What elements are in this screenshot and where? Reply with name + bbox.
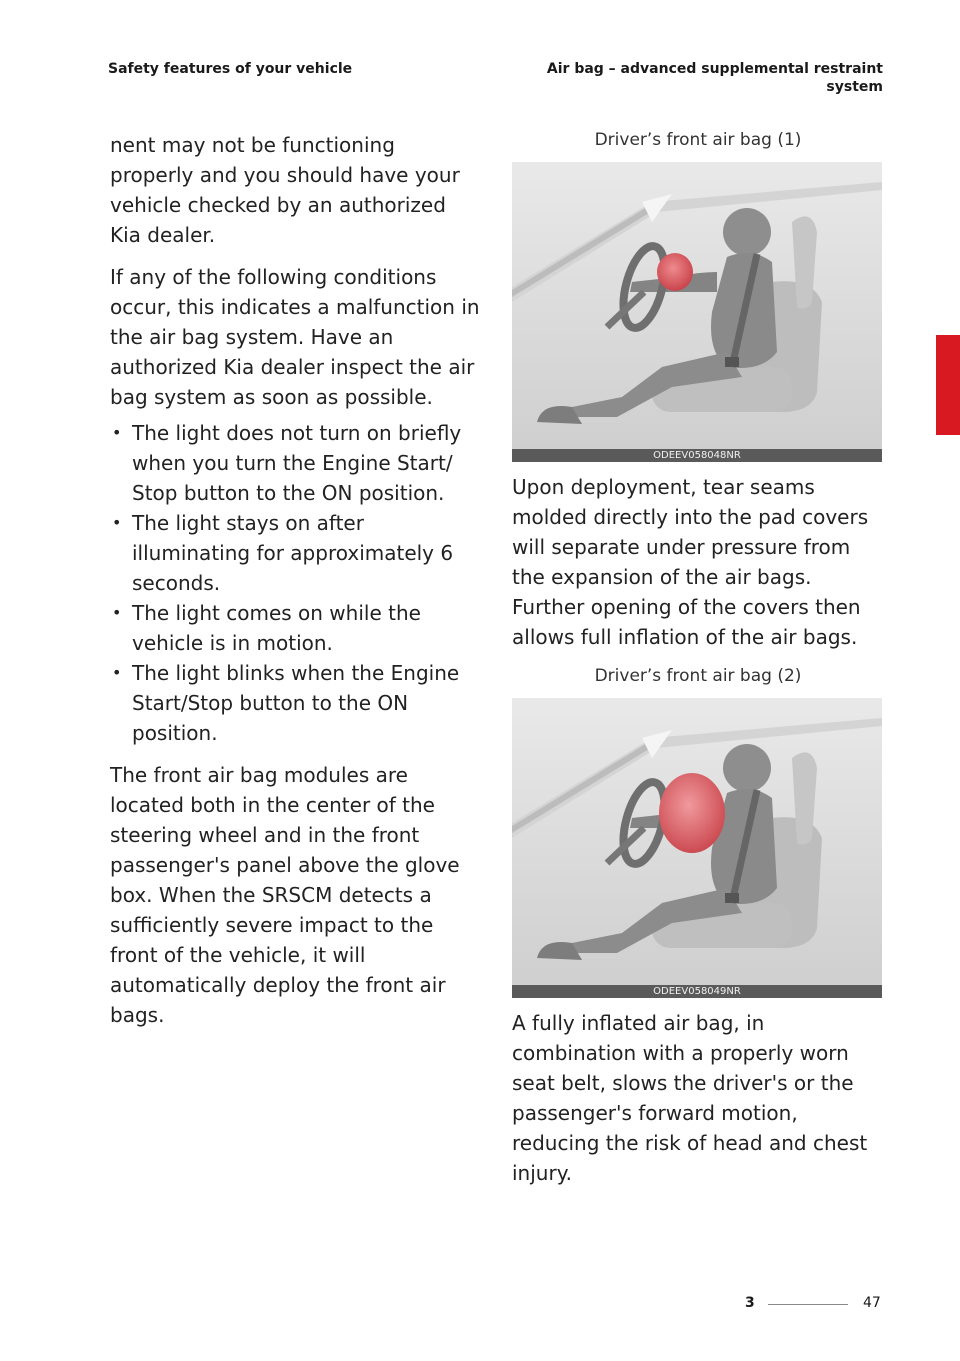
paragraph-front-airbag-modules: The front air bag modules are located both in the center of the steering wheel and in the front passenger's panel above the glove box. When the SRSCM detects a sufficiently severe impact to the front of the vehicle, it will automatically deploy the front air bags. [110,763,460,1027]
running-header-section: Safety features of your vehicle [108,61,353,77]
chapter-thumb-number: 3 [938,408,952,432]
footer-page-number: 47 [863,1295,881,1311]
right-column [512,128,884,1200]
figure-caption-1: Driver’s front air bag (1) [594,130,802,150]
list-item: • The light blinks when the Engine Start/Stop button to the ON position. [110,658,480,748]
figure-code-1: ODEEV058048NR [512,449,882,462]
left-column [110,130,480,1042]
paragraph-inflated-airbag: A fully inflated air bag, in combination with a properly worn seat belt, slows the driver's or the passenger's forward motion, reducing the risk of head and chest injury. [512,1011,868,1185]
malfunction-list [110,418,480,748]
driver-airbag-inflated-illustration-icon [512,698,882,998]
footer-chapter-number: 3 [745,1295,755,1311]
running-header-topic [523,60,883,96]
list-item: • The light stays on after illuminating for approximately 6 seconds. [110,508,480,598]
running-header-topic-line2: system [826,79,883,95]
paragraph-continuation: nent may not be functioning properly and you should have your vehicle checked by an authorized Kia dealer. [110,133,460,247]
list-item: • The light does not turn on briefly when you turn the Engine Start/ Stop button to the ON position. [110,418,480,508]
figure-driver-airbag-2 [512,698,882,998]
paragraph-malfunction-conditions: If any of the following conditions occur, this indicates a malfunction in the air bag system. Have an authorized Kia dealer inspect the air bag system as soon as possible. [110,265,480,409]
running-header-topic-line1: Air bag – advanced supplemental restraint [546,61,883,77]
driver-airbag-illustration-icon [512,162,882,462]
figure-driver-airbag-1 [512,162,882,462]
figure-code-2: ODEEV058049NR [512,985,882,998]
figure-caption-2: Driver’s front air bag (2) [594,666,802,686]
paragraph-deployment: Upon deployment, tear seams molded directly into the pad covers will separate under pressure from the expansion of the air bags. Further opening of the covers then allows full inflation of the air bags. [512,475,869,649]
footer-divider [768,1304,848,1305]
list-item: • The light comes on while the vehicle is in motion. [110,598,480,658]
